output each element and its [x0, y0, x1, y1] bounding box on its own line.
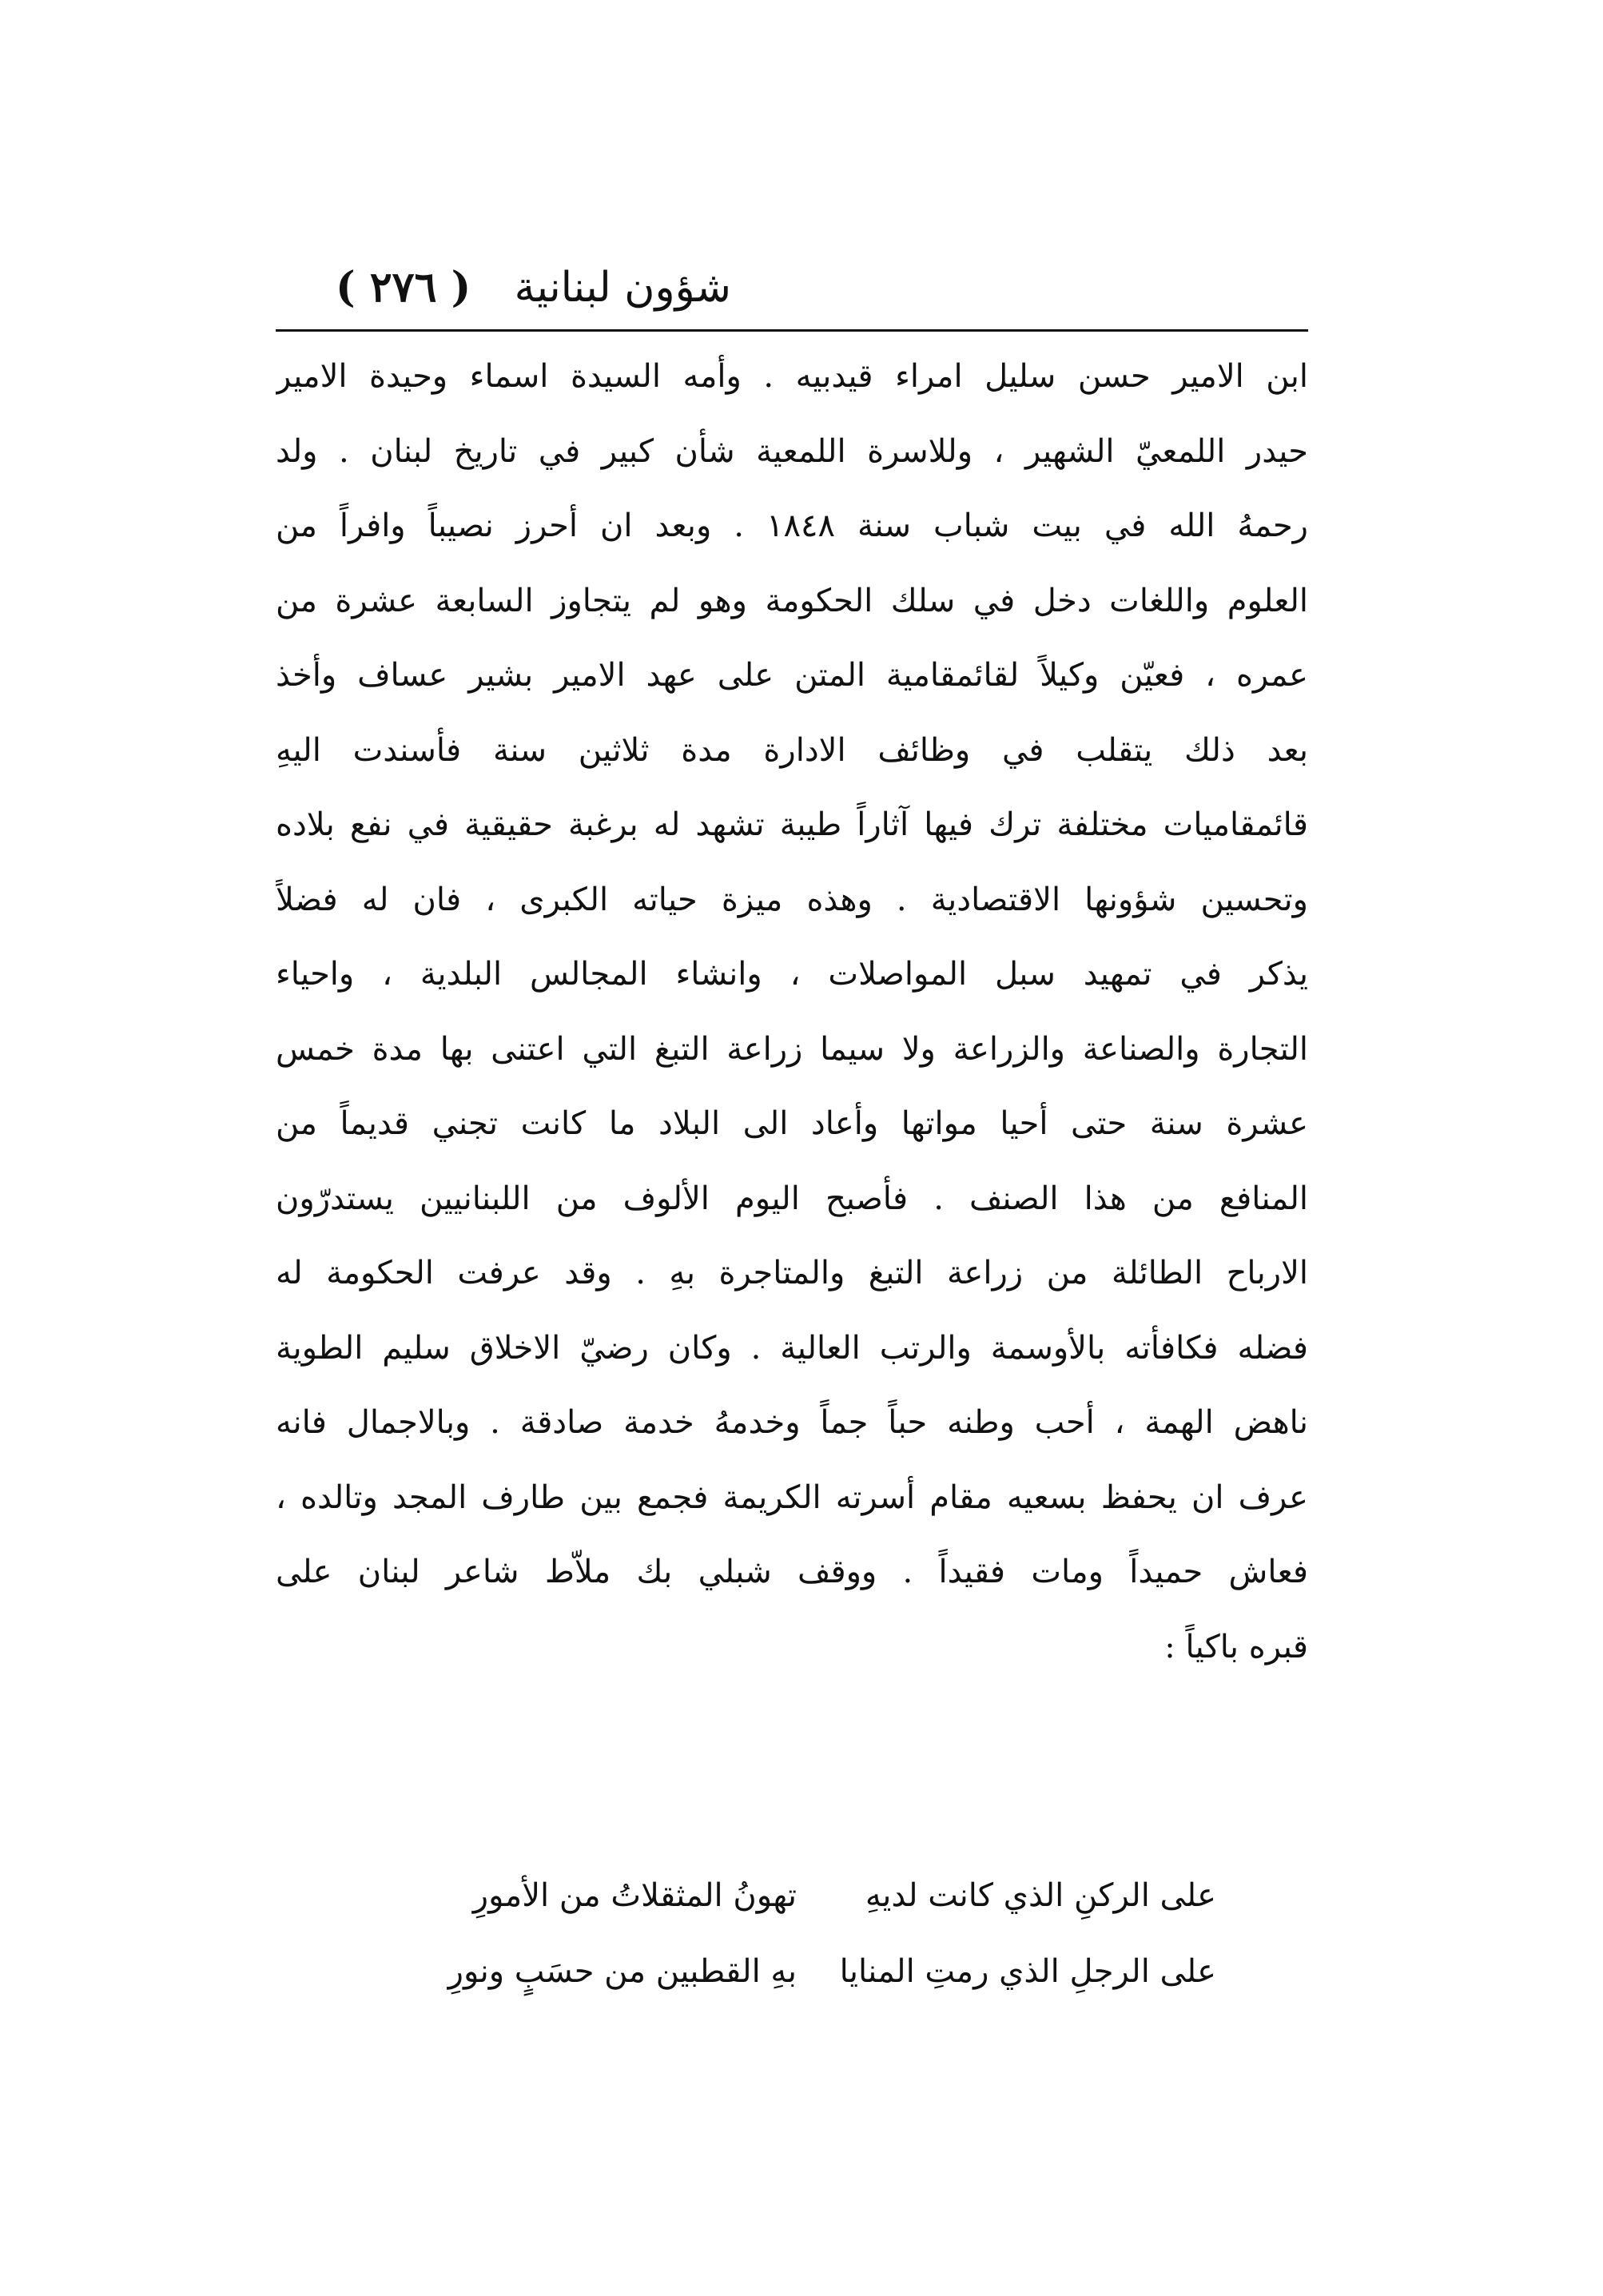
- text-line: الارباح الطائلة من زراعة التبغ والمتاجرة بهِ . وقد عرفت الحكومة له: [276, 1255, 1308, 1291]
- text-line: عشرة سنة حتى أحيا مواتها وأعاد الى البلاد ما كانت تجني قديماً من: [276, 1105, 1308, 1142]
- text-line: حيدر اللمعيّ الشهير ، وللاسرة اللمعية شأن كبير في تاريخ لبنان . ولد: [276, 432, 1308, 470]
- page-number: ( ٢٧٦ ): [336, 263, 471, 312]
- verse-second-hemistich: بهِ القطبين من حسَبٍ ونورِ: [447, 1953, 797, 1990]
- text-line: فعاش حميداً ومات فقيداً . ووقف شبلي بك ملاّط شاعر لبنان على: [276, 1554, 1308, 1590]
- text-line: التجارة والصناعة والزراعة ولا سيما زراعة التبغ التي اعتنى بها مدة خمس: [276, 1030, 1308, 1068]
- text-line: قبره باكياً :: [1164, 1628, 1308, 1665]
- running-title: شؤون لبنانية: [514, 264, 731, 312]
- text-line: ابن الامير حسن سليل امراء قيدبيه . وأمه السيدة اسماء وحيدة الامير: [276, 358, 1308, 395]
- verse-first-hemistich: على الرجلِ الذي رمتِ المنايا: [839, 1953, 1216, 1990]
- text-line: فضله فكافأته بالأوسمة والرتب العالية . وكان رضيّ الاخلاق سليم الطوية: [276, 1329, 1308, 1367]
- text-line: العلوم واللغات دخل في سلك الحكومة وهو لم يتجاوز السابعة عشرة من: [276, 582, 1308, 619]
- header-rule: [276, 329, 1308, 332]
- text-line: بعد ذلك يتقلب في وظائف الادارة مدة ثلاثين سنة فأسندت اليهِ: [276, 731, 1308, 769]
- text-line: عمره ، فعيّن وكيلاً لقائمقامية المتن على عهد الامير بشير عساف وأخذ: [276, 657, 1308, 694]
- verse-second-hemistich: تهونُ المثقلاتُ من الأمورِ: [472, 1877, 797, 1914]
- text-line: المنافع من هذا الصنف . فأصبح اليوم الألوف من اللبنانيين يستدرّون: [276, 1180, 1308, 1217]
- poem-verse: [276, 1858, 1308, 1934]
- poem: [276, 1858, 1308, 2010]
- text-line: ناهض الهمة ، أحب وطنه حباً جماً وخدمهُ خدمة صادقة . وبالاجمال فانه: [276, 1404, 1308, 1441]
- text-line: وتحسين شؤونها الاقتصادية . وهذه ميزة حياته الكبرى ، فان له فضلاً: [276, 881, 1308, 918]
- text-line: قائمقاميات مختلفة ترك فيها آثاراً طيبة تشهد له برغبة حقيقية في نفع بلاده: [276, 806, 1308, 843]
- page-header: [276, 256, 1307, 320]
- text-line: عرف ان يحفظ بسعيه مقام أسرته الكريمة فجمع بين طارف المجد وتالده ،: [276, 1478, 1308, 1516]
- text-line: يذكر في تمهيد سبل المواصلات ، وانشاء المجالس البلدية ، واحياء: [276, 956, 1308, 993]
- paragraph: [276, 340, 1308, 1685]
- verse-first-hemistich: على الركنِ الذي كانت لديهِ: [865, 1877, 1216, 1914]
- text-line: رحمهُ الله في بيت شباب سنة ١٨٤٨ . وبعد ان أحرز نصيباً وافراً من: [276, 507, 1308, 544]
- poem-verse: [276, 1934, 1308, 2010]
